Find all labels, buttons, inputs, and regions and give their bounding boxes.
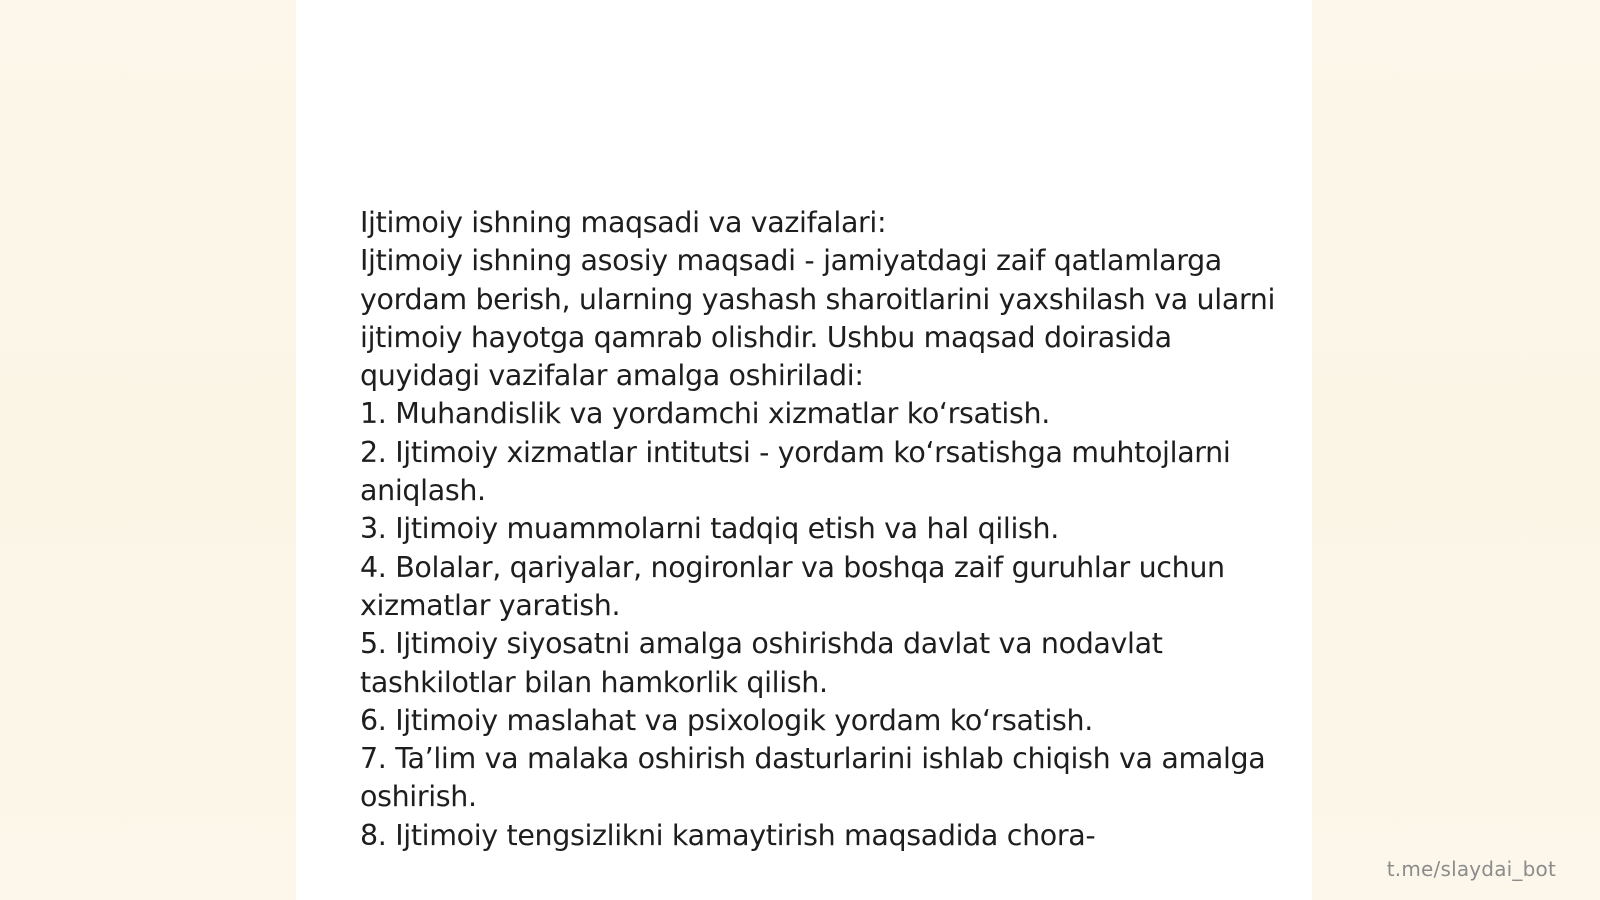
list-item-5: 5. Ijtimoiy siyosatni amalga oshirishda davlat va nodavlat tashkilotlar bilan hamkorlik qilish. (360, 627, 1172, 699)
list-item-6: 6. Ijtimoiy maslahat va psixologik yordam ko‘rsatish. (360, 703, 1093, 737)
background-left-margin (0, 0, 296, 900)
intro-paragraph: Ijtimoiy ishning asosiy maqsadi - jamiyatdagi zaif qatlamlarga yordam berish, ularning yashash sharoitlarini yaxshilash va ularni ijtimoiy hayotga qamrab olishdir. Ushbu maqsad doirasida quyidagi vazifalar amalga oshiriladi: (360, 244, 1284, 393)
slide-page (296, 0, 1312, 900)
slide-text-body (360, 204, 1284, 855)
list-item-1: 1. Muhandislik va yordamchi xizmatlar ko‘rsatish. (360, 397, 1050, 431)
list-item-2: 2. Ijtimoiy xizmatlar intitutsi - yordam ko‘rsatishga muhtojlarni aniqlash. (360, 435, 1240, 508)
list-item-3: 3. Ijtimoiy muammolarni tadqiq etish va hal qilish. (360, 512, 1059, 546)
list-item-7: 7. Ta’lim va malaka oshirish dasturlarini ishlab chiqish va amalga oshirish. (360, 742, 1275, 814)
list-item-4: 4. Bolalar, qariyalar, nogironlar va boshqa zaif guruhlar uchun xizmatlar yaratish. (360, 550, 1234, 622)
list-item-8: 8. Ijtimoiy tengsizlikni kamaytirish maqsadida chora- (360, 818, 1096, 852)
watermark-link: t.me/slaydai_bot (1386, 857, 1556, 881)
slide-heading: Ijtimoiy ishning maqsadi va vazifalari: (360, 206, 887, 239)
background-right-margin (1312, 0, 1600, 900)
